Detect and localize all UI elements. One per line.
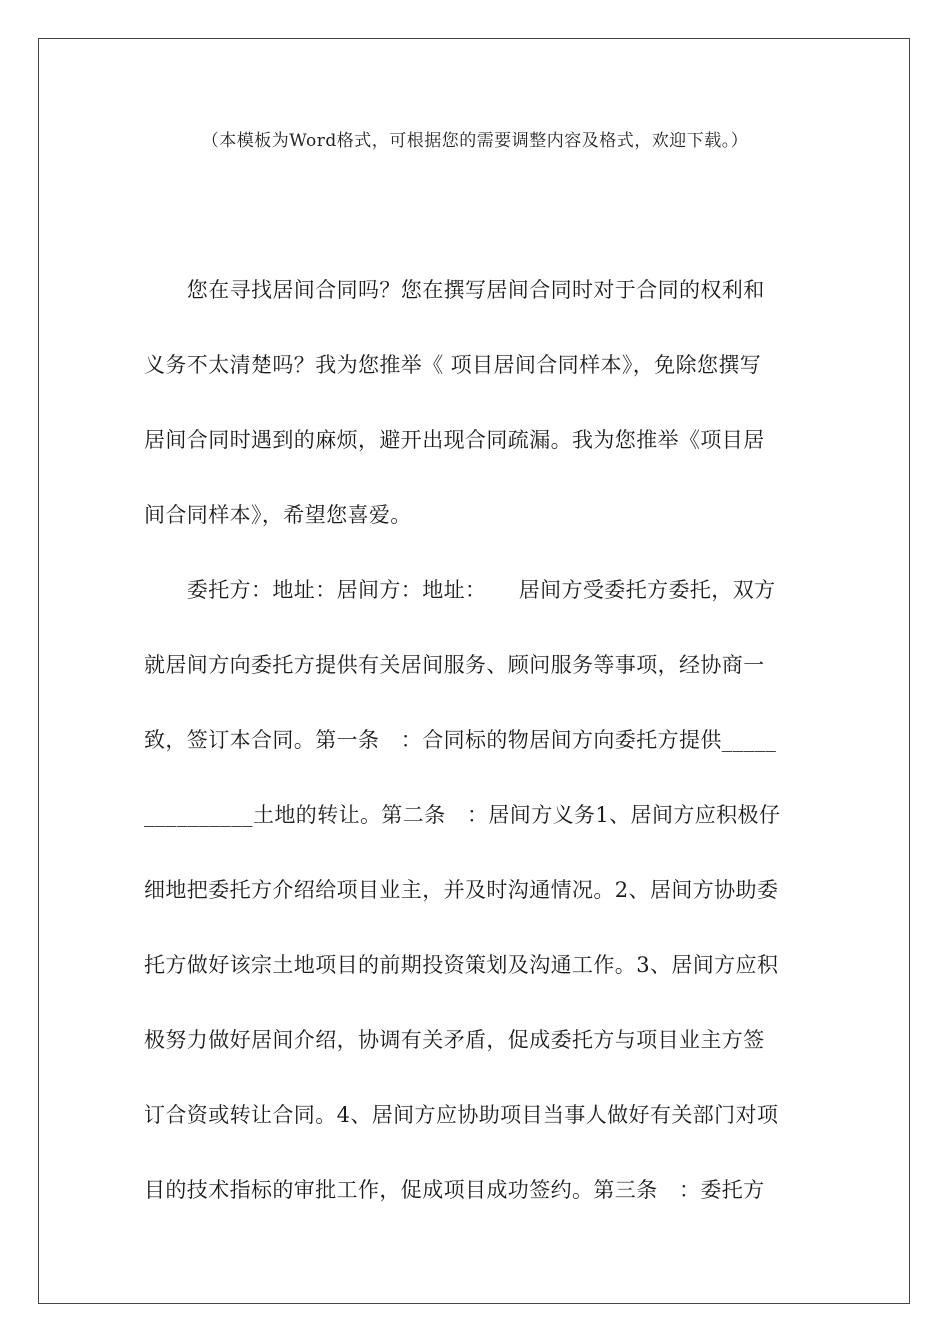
body-line: 义务不太清楚吗？我为您推举《 项目居间合同样本》，免除您撰写 [144, 353, 762, 377]
body-line: 就居间方向委托方提供有关居间服务、顾问服务等事项，经协商一 [144, 653, 765, 677]
body-line: 间合同样本》，希望您喜爱。 [144, 503, 412, 527]
body-line: 托方做好该宗土地项目的前期投资策划及沟通工作。3、居间方应积 [144, 953, 779, 977]
body-line: 订合资或转让合同。4、居间方应协助项目当事人做好有关部门对项 [144, 1103, 779, 1127]
body-line: 居间合同时遇到的麻烦，避开出现合同疏漏。我为您推举《项目居 [144, 428, 765, 452]
body-line: 目的技术指标的审批工作，促成项目成功签约。第三条 ：委托方 [144, 1178, 765, 1202]
body-line: 致，签订本合同。第一条 ：合同标的物居间方向委托方提供_____ [144, 728, 777, 752]
body-line: 极努力做好居间介绍，协调有关矛盾，促成委托方与项目业主方签 [144, 1028, 765, 1052]
template-note: （本模板为Word格式，可根据您的需要调整内容及格式，欢迎下载。） [201, 131, 749, 151]
body-line: 您在寻找居间合同吗？您在撰写居间合同时对于合同的权利和 [144, 278, 765, 302]
body-line: 委托方：地址：居间方：地址： 居间方受委托方委托，双方 [144, 578, 776, 602]
body-line: 细地把委托方介绍给项目业主，并及时沟通情况。2、居间方协助委 [144, 878, 779, 902]
body-line: __________土地的转让。第二条 ：居间方义务1、居间方应积极仔 [144, 803, 781, 827]
